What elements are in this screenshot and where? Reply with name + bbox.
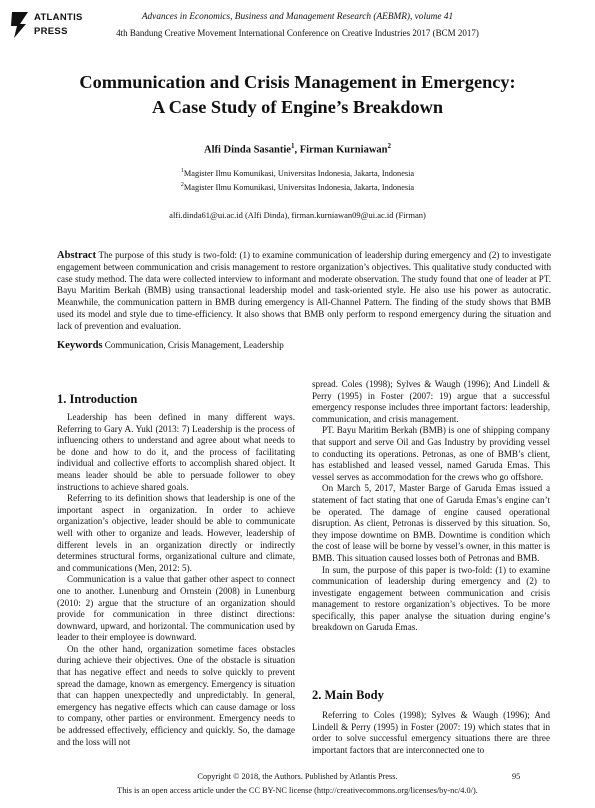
author-list — [0, 142, 595, 156]
affiliation-1 — [0, 168, 595, 178]
title-line-2: A Case Study of Engine’s Breakdown — [151, 97, 444, 117]
keywords — [57, 340, 551, 351]
paper-title — [30, 70, 565, 120]
paragraph: In sum, the purpose of this paper is two-fold: (1) to examine communication of leadership during emergency and (2) to investigate engagement between communication and crisis management to restore organization’s objectives. To be more specifically, this paper analyse the situation during engine’s breakdown on Garuda Emas. — [312, 564, 550, 633]
abstract-text: The purpose of this study is two-fold: (1) to examine communication of leadership during emergency and (2) to investigate engagement between communication and crisis management to restore organization’s objectives. This qualitative study conducted with case study method. The data were collected interview to informant and moderate observation. The study found that one of leader at PT. Bayu Maritim Berkah (BMB) using transactional leadership model and task-oriented style. He also use his power as autocratic. Meanwhile, the communication pattern in BMB during emergency is All-Channel Pattern. The finding of the study shows that BMB used its model and style due to time-efficiency. It also shows that BMB only perform to respond emergency during the situation and lack of prevention and evaluation. — [57, 250, 551, 331]
affiliation-2-sup: 2 — [180, 182, 184, 188]
abstract — [57, 250, 551, 333]
paragraph: On the other hand, organization sometime faces obstacles during achieve their objectives. One of the obstacle is situation that has negative effect and needs to solve quickly to prevent spread the damage, known as emergency. Emergency is situation that can happen unexpectedly and unpredictably. In general, emergency has negative effects which can cause damage or loss to company, other parties or environment. Emergency needs to be addressed effectively, efficiency and quickly. So, the damage and the loss will not — [57, 643, 295, 747]
paragraph: Referring to Coles (1998); Sylves & Waugh (1996); And Lindell & Perry (1995) in Foster (2007: 19) which states that in order to solve successful emergency situations there are three important factors that are interconnected one to — [312, 710, 550, 755]
paragraph: Communication is a value that gather other aspect to connect one to another. Lunenburg and Ornstein (2008) in Lunenburg (2010: 2) argue that the structure of an organization should provide for communication in three distinct directions: downward, upward, and horizontal. The communication used by leader to their employee is downward. — [57, 574, 295, 643]
affiliation-2 — [0, 182, 595, 192]
author-1-sup: 1 — [290, 142, 295, 150]
author-2: Firman Kurniawan — [299, 144, 388, 156]
paragraph: Referring to its definition shows that leadership is one of the important aspect in organization. In order to achieve organization’s objective, leader should be able to communicate well with other to organize and leads. However, leadership of different levels in an organization directly or indirectly determines structural forms, organizational culture and climate, and communications (Men, 2012: 5). — [57, 493, 295, 573]
publisher-name-line1: ATLANTIS — [34, 12, 83, 23]
author-emails: alfi.dinda61@ui.ac.id (Alfi Dinda), firman.kurniawan09@ui.ac.id (Firman) — [169, 210, 426, 220]
keywords-text: Communication, Crisis Management, Leadership — [102, 340, 284, 350]
paragraph: On March 5, 2017, Master Barge of Garuda Emas issued a statement of fact stating that one of Garuda Emas’s engine can’t be operated. The damage of engine caused operational disruption. As client, Petronas is disserved by this situation. So, they impose downtime on BMB. Downtime is condition which the cost of lease will be borne by vessel’s owner, in this matter is BMB. This situation caused losses both of Petronas and BMB. — [312, 483, 550, 563]
section-heading-introduction: 1. Introduction — [57, 392, 138, 406]
author-1: Alfi Dinda Sasantie — [204, 144, 291, 156]
title-line-1: Communication and Crisis Management in Emergency: — [79, 72, 516, 92]
conference-header: 4th Bandung Creative Movement International Conference on Creative Industries 2017 (BCM 2017) — [116, 28, 479, 38]
affiliation-1-text: Magister Ilmu Komunikasi, Universitas Indonesia, Jakarta, Indonesia — [183, 168, 415, 178]
journal-header: Advances in Economics, Business and Management Research (AEBMR), volume 41 — [141, 12, 454, 22]
abstract-label: Abstract — [57, 250, 97, 261]
paragraph: PT. Bayu Maritim Berkah (BMB) is one of shipping company that support and serve Oil and Gas Industry by providing vessel to conducting its operations. Petronas, as one of BMB’s client, has established and leased vessel, named Garuda Emas. This vessel serves as accommodation for the crews who go offshore. — [312, 425, 550, 482]
keywords-label: Keywords — [57, 340, 103, 351]
affiliation-2-text: Magister Ilmu Komunikasi, Universitas Indonesia, Jakarta, Indonesia — [183, 182, 415, 192]
affiliation-1-sup: 1 — [180, 168, 184, 174]
author-2-sup: 2 — [387, 142, 391, 150]
right-column-bottom — [312, 710, 550, 756]
right-column-top — [312, 379, 550, 634]
author-separator: , — [294, 144, 300, 156]
left-column — [57, 412, 295, 748]
paragraph: Leadership has been defined in many different ways. Referring to Gary A. Yukl (2013: 7) Leadership is the process of influencing others to understand and agree about what needs to be done and how to do it, and the process of facilitating individual and collective efforts to accomplish shared object. It means leader should be able to persuade follower to obey instructions to achieve shared goals. — [57, 412, 295, 492]
section-heading-main-body: 2. Main Body — [312, 688, 384, 702]
footer-copyright: Copyright © 2018, the Authors. Published by Atlantis Press. — [197, 772, 398, 781]
footer-license: This is an open access article under the CC BY-NC license (http://creativecommons.org/licenses/by-nc/4.0/). — [117, 786, 478, 795]
paragraph: spread. Coles (1998); Sylves & Waugh (1996); And Lindell & Perry (1995) in Foster (2007: 19) argue that a successful emergency response includes three important factors: leadership, communication, and crisis management. — [312, 379, 550, 424]
publisher-name-line2: PRESS — [34, 26, 68, 37]
page-number: 95 — [512, 772, 521, 781]
